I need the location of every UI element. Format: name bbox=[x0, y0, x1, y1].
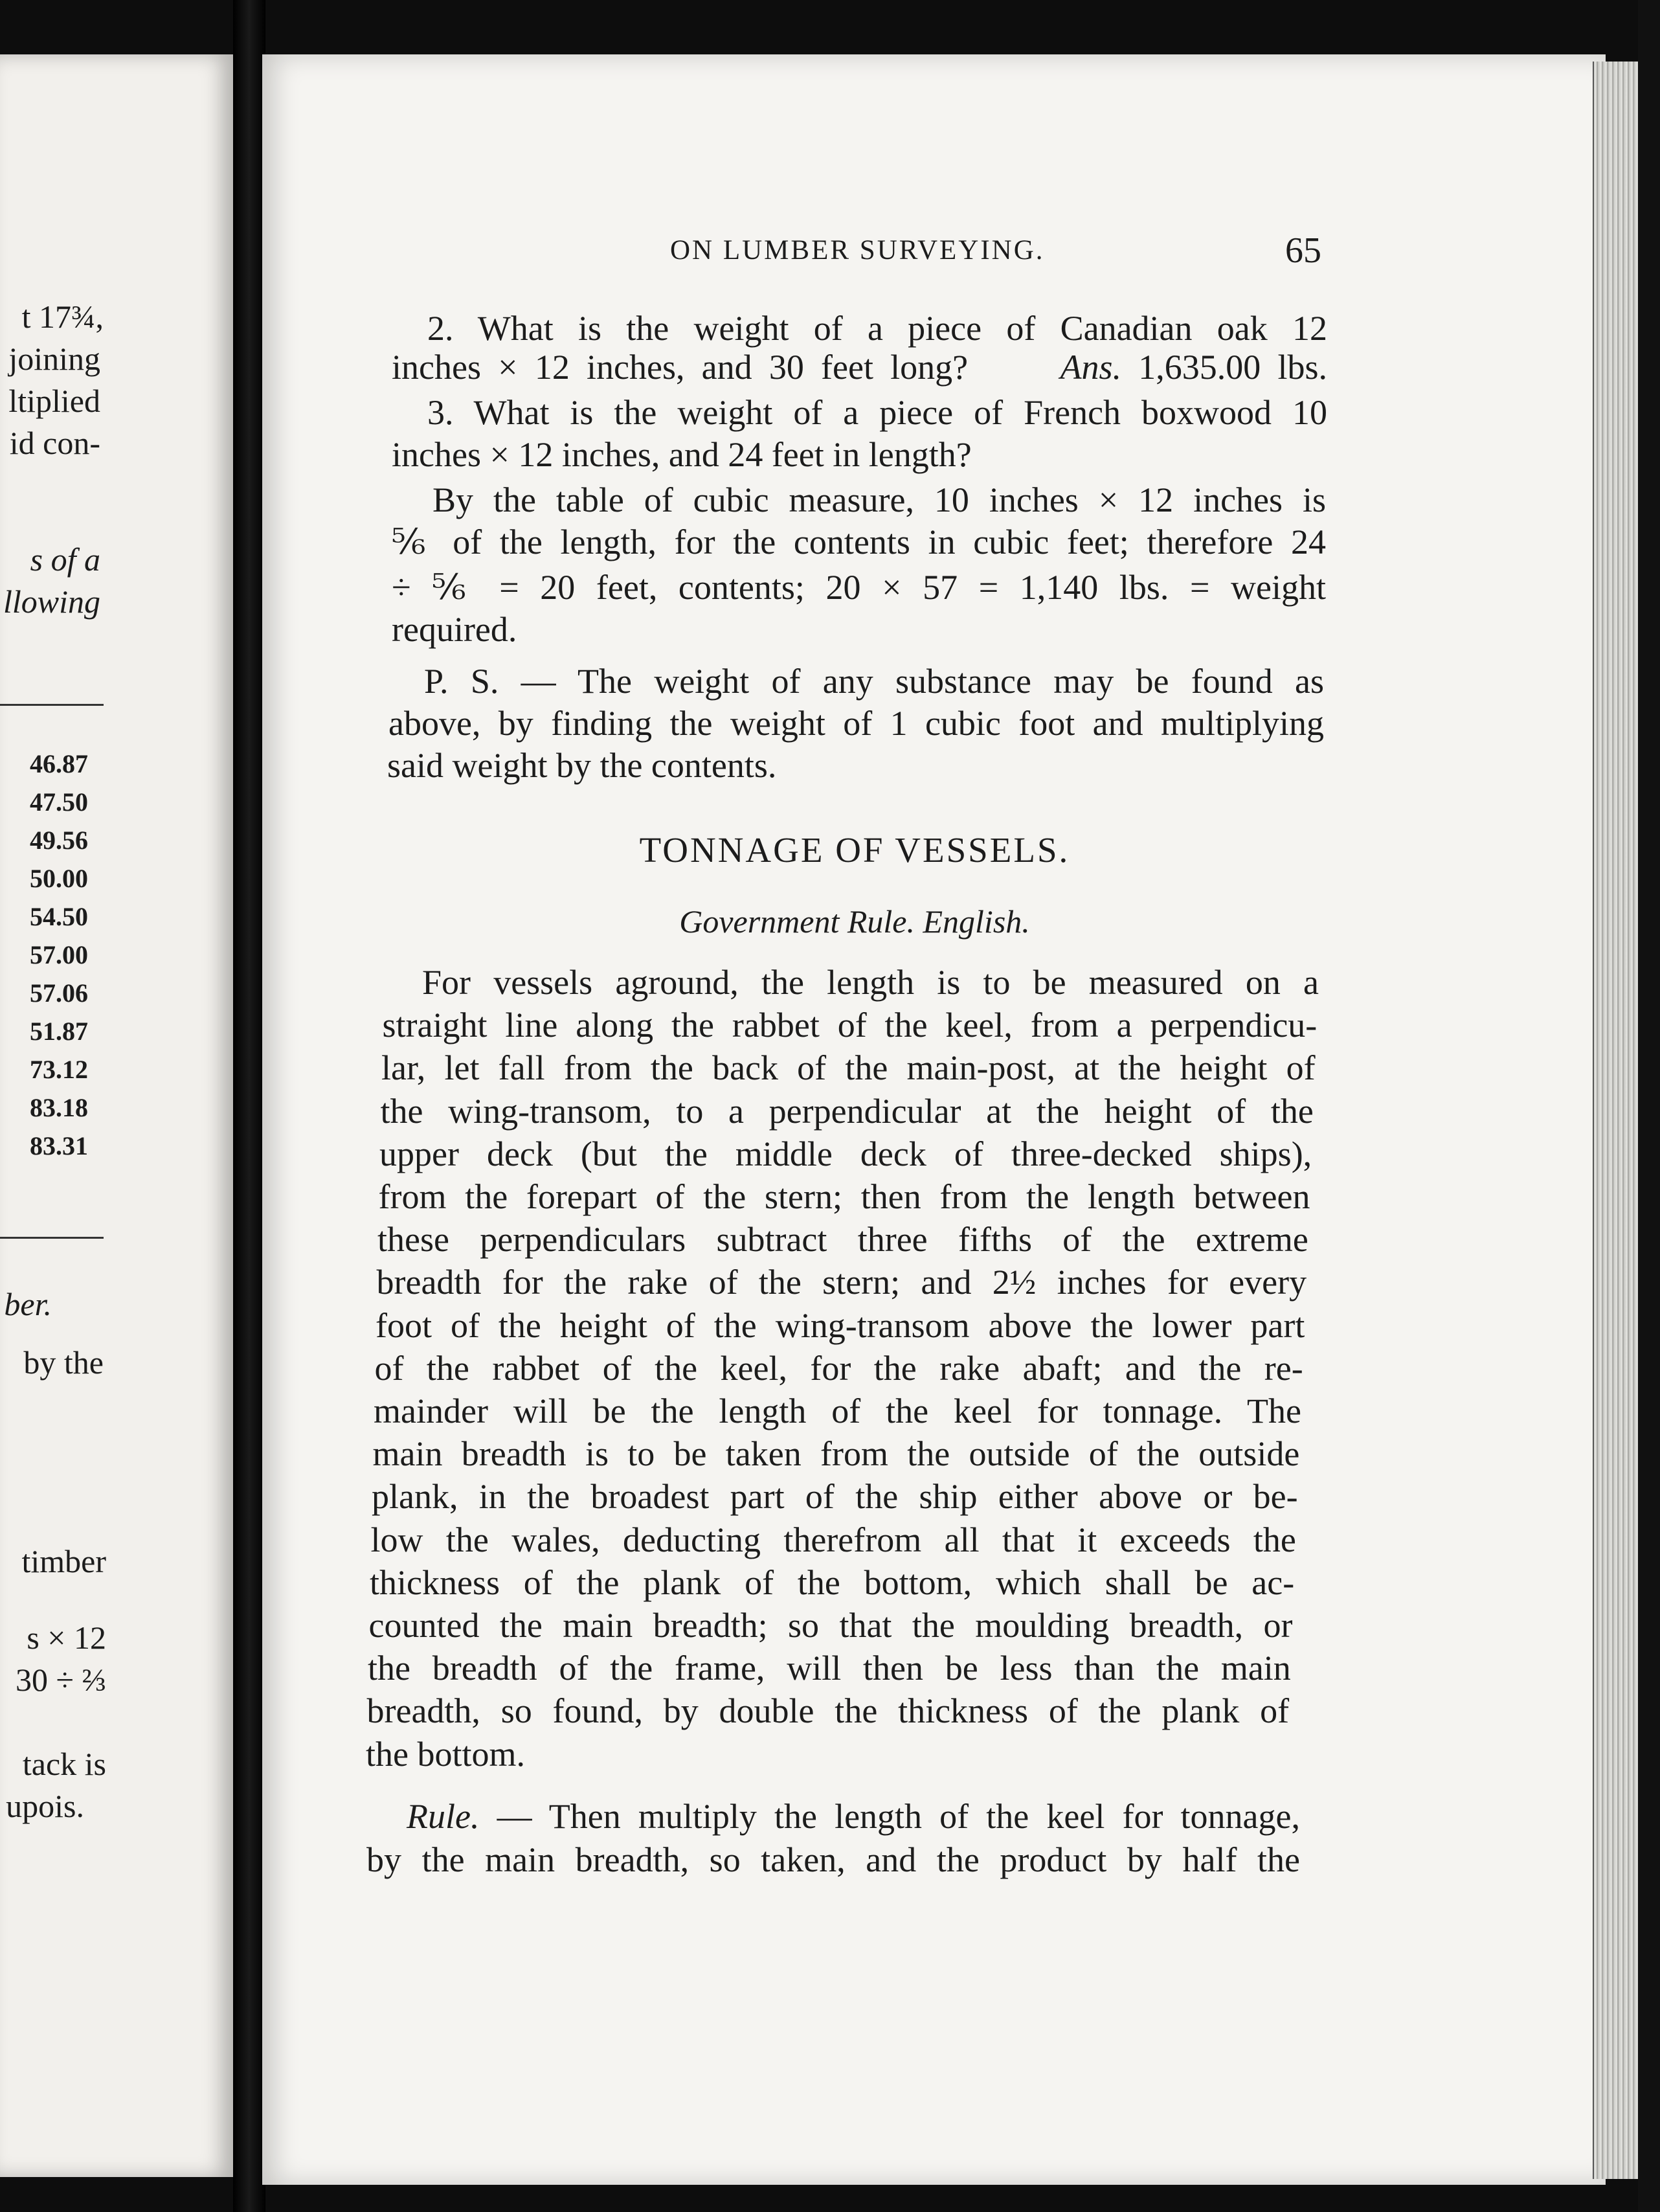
left-line: s × 12 bbox=[27, 1620, 106, 1656]
running-head: ON LUMBER SURVEYING. bbox=[670, 235, 1045, 265]
body-line: the breadth of the frame, will then be less than the main bbox=[368, 1649, 1291, 1688]
table-value: 49.56 bbox=[30, 826, 88, 855]
left-line: ber. bbox=[4, 1286, 52, 1322]
table-value: 50.00 bbox=[30, 864, 88, 893]
body-line: plank, in the broadest part of the ship either above or be- bbox=[372, 1477, 1298, 1517]
body-line: counted the main breadth; so that the moulding breadth, or bbox=[368, 1606, 1293, 1645]
text-line: 2. What is the weight of a piece of Canadian oak 12 bbox=[427, 309, 1327, 348]
table-value: 57.06 bbox=[30, 978, 88, 1008]
left-line: timber bbox=[21, 1543, 106, 1579]
text-line: By the table of cubic measure, 10 inches × 12 inches is bbox=[432, 480, 1326, 519]
left-line: by the bbox=[23, 1344, 104, 1381]
body-line: main breadth is to be taken from the outside of the outside bbox=[372, 1434, 1300, 1474]
body-line: of the rabbet of the keel, for the rake abaft; and the re- bbox=[374, 1348, 1303, 1388]
body-line: thickness of the plank of the bottom, which shall be ac- bbox=[370, 1563, 1295, 1602]
table-value: 46.87 bbox=[30, 749, 88, 778]
left-table-rule bbox=[0, 1237, 104, 1239]
book-gutter bbox=[233, 0, 265, 2212]
text-line: above, by finding the weight of 1 cubic foot and multiplying bbox=[388, 704, 1324, 743]
table-value: 51.87 bbox=[30, 1017, 88, 1046]
left-line: id con- bbox=[9, 425, 100, 461]
answer-value: 1,635.00 lbs. bbox=[1138, 348, 1327, 387]
left-page bbox=[0, 54, 233, 2177]
table-value: 57.00 bbox=[30, 940, 88, 969]
left-line: llowing bbox=[3, 583, 100, 620]
table-value: 73.12 bbox=[30, 1055, 88, 1084]
table-value: 54.50 bbox=[30, 902, 88, 931]
left-line: ltiplied bbox=[8, 383, 100, 419]
body-line: lar, let fall from the back of the main-post, at the height of bbox=[381, 1048, 1316, 1088]
body-line: these perpendiculars subtract three fifths of the extreme bbox=[377, 1220, 1308, 1259]
body-line: mainder will be the length of the keel for tonnage. The bbox=[374, 1392, 1301, 1430]
text-line: said weight by the contents. bbox=[387, 746, 777, 785]
page-number: 65 bbox=[1285, 231, 1321, 271]
text-line bbox=[407, 1799, 1300, 1834]
table-value: 47.50 bbox=[30, 787, 88, 817]
body-line: For vessels aground, the length is to be measured on a bbox=[422, 963, 1319, 1002]
body-line: the wing-transom, to a perpendicular at the height of the bbox=[380, 1091, 1314, 1131]
rule-label: Rule. bbox=[407, 1797, 480, 1836]
body-line: low the wales, deducting therefrom all that it exceeds the bbox=[370, 1520, 1296, 1559]
text-line: required. bbox=[392, 610, 517, 649]
body-line: the bottom. bbox=[366, 1734, 525, 1774]
left-line: t 17¾, bbox=[21, 299, 104, 335]
left-line: joining bbox=[8, 341, 100, 377]
text-line: P. S. — The weight of any substance may be found as bbox=[424, 662, 1324, 701]
body-line: breadth, so found, by double the thickness of the plank of bbox=[366, 1691, 1290, 1731]
text-line: by the main breadth, so taken, and the product by half the bbox=[366, 1840, 1300, 1879]
answer-label: Ans. bbox=[1060, 348, 1122, 387]
page-edge bbox=[1593, 62, 1639, 2179]
left-line: s of a bbox=[30, 541, 100, 578]
rule-text: — Then multiply the length of the keel for tonnage, bbox=[479, 1797, 1300, 1836]
scan-border bbox=[1638, 0, 1660, 2212]
left-line: tack is bbox=[22, 1746, 106, 1782]
body-line: upper deck (but the middle deck of three-decked ships), bbox=[379, 1134, 1312, 1173]
left-line: 30 ÷ ⅔ bbox=[16, 1662, 106, 1698]
left-line: upois. bbox=[6, 1788, 84, 1824]
text-line: inches × 12 inches, and 24 feet in length? bbox=[392, 435, 972, 474]
text-line: 3. What is the weight of a piece of French boxwood 10 bbox=[427, 393, 1327, 432]
section-subheading: Government Rule. English. bbox=[679, 903, 1030, 940]
body-line: straight line along the rabbet of the keel, from a perpendicu- bbox=[382, 1006, 1318, 1045]
body-line: breadth for the rake of the stern; and 2½ inches for every bbox=[376, 1263, 1307, 1302]
section-heading: TONNAGE OF VESSELS. bbox=[639, 830, 1070, 870]
table-value: 83.18 bbox=[30, 1093, 88, 1122]
text-line: ⅚ of the length, for the contents in cubic feet; therefore 24 bbox=[392, 523, 1326, 561]
text-line bbox=[392, 350, 1327, 385]
body-line: from the forepart of the stern; then from the length between bbox=[378, 1177, 1310, 1216]
left-table-rule bbox=[0, 704, 104, 706]
body-line: foot of the height of the wing-transom above the lower part bbox=[376, 1305, 1305, 1345]
table-value: 83.31 bbox=[30, 1131, 88, 1160]
question-text: inches × 12 inches, and 30 feet long? bbox=[392, 348, 969, 387]
text-line: ÷ ⅚ = 20 feet, contents; 20 × 57 = 1,140 lbs. = weight bbox=[392, 568, 1326, 607]
